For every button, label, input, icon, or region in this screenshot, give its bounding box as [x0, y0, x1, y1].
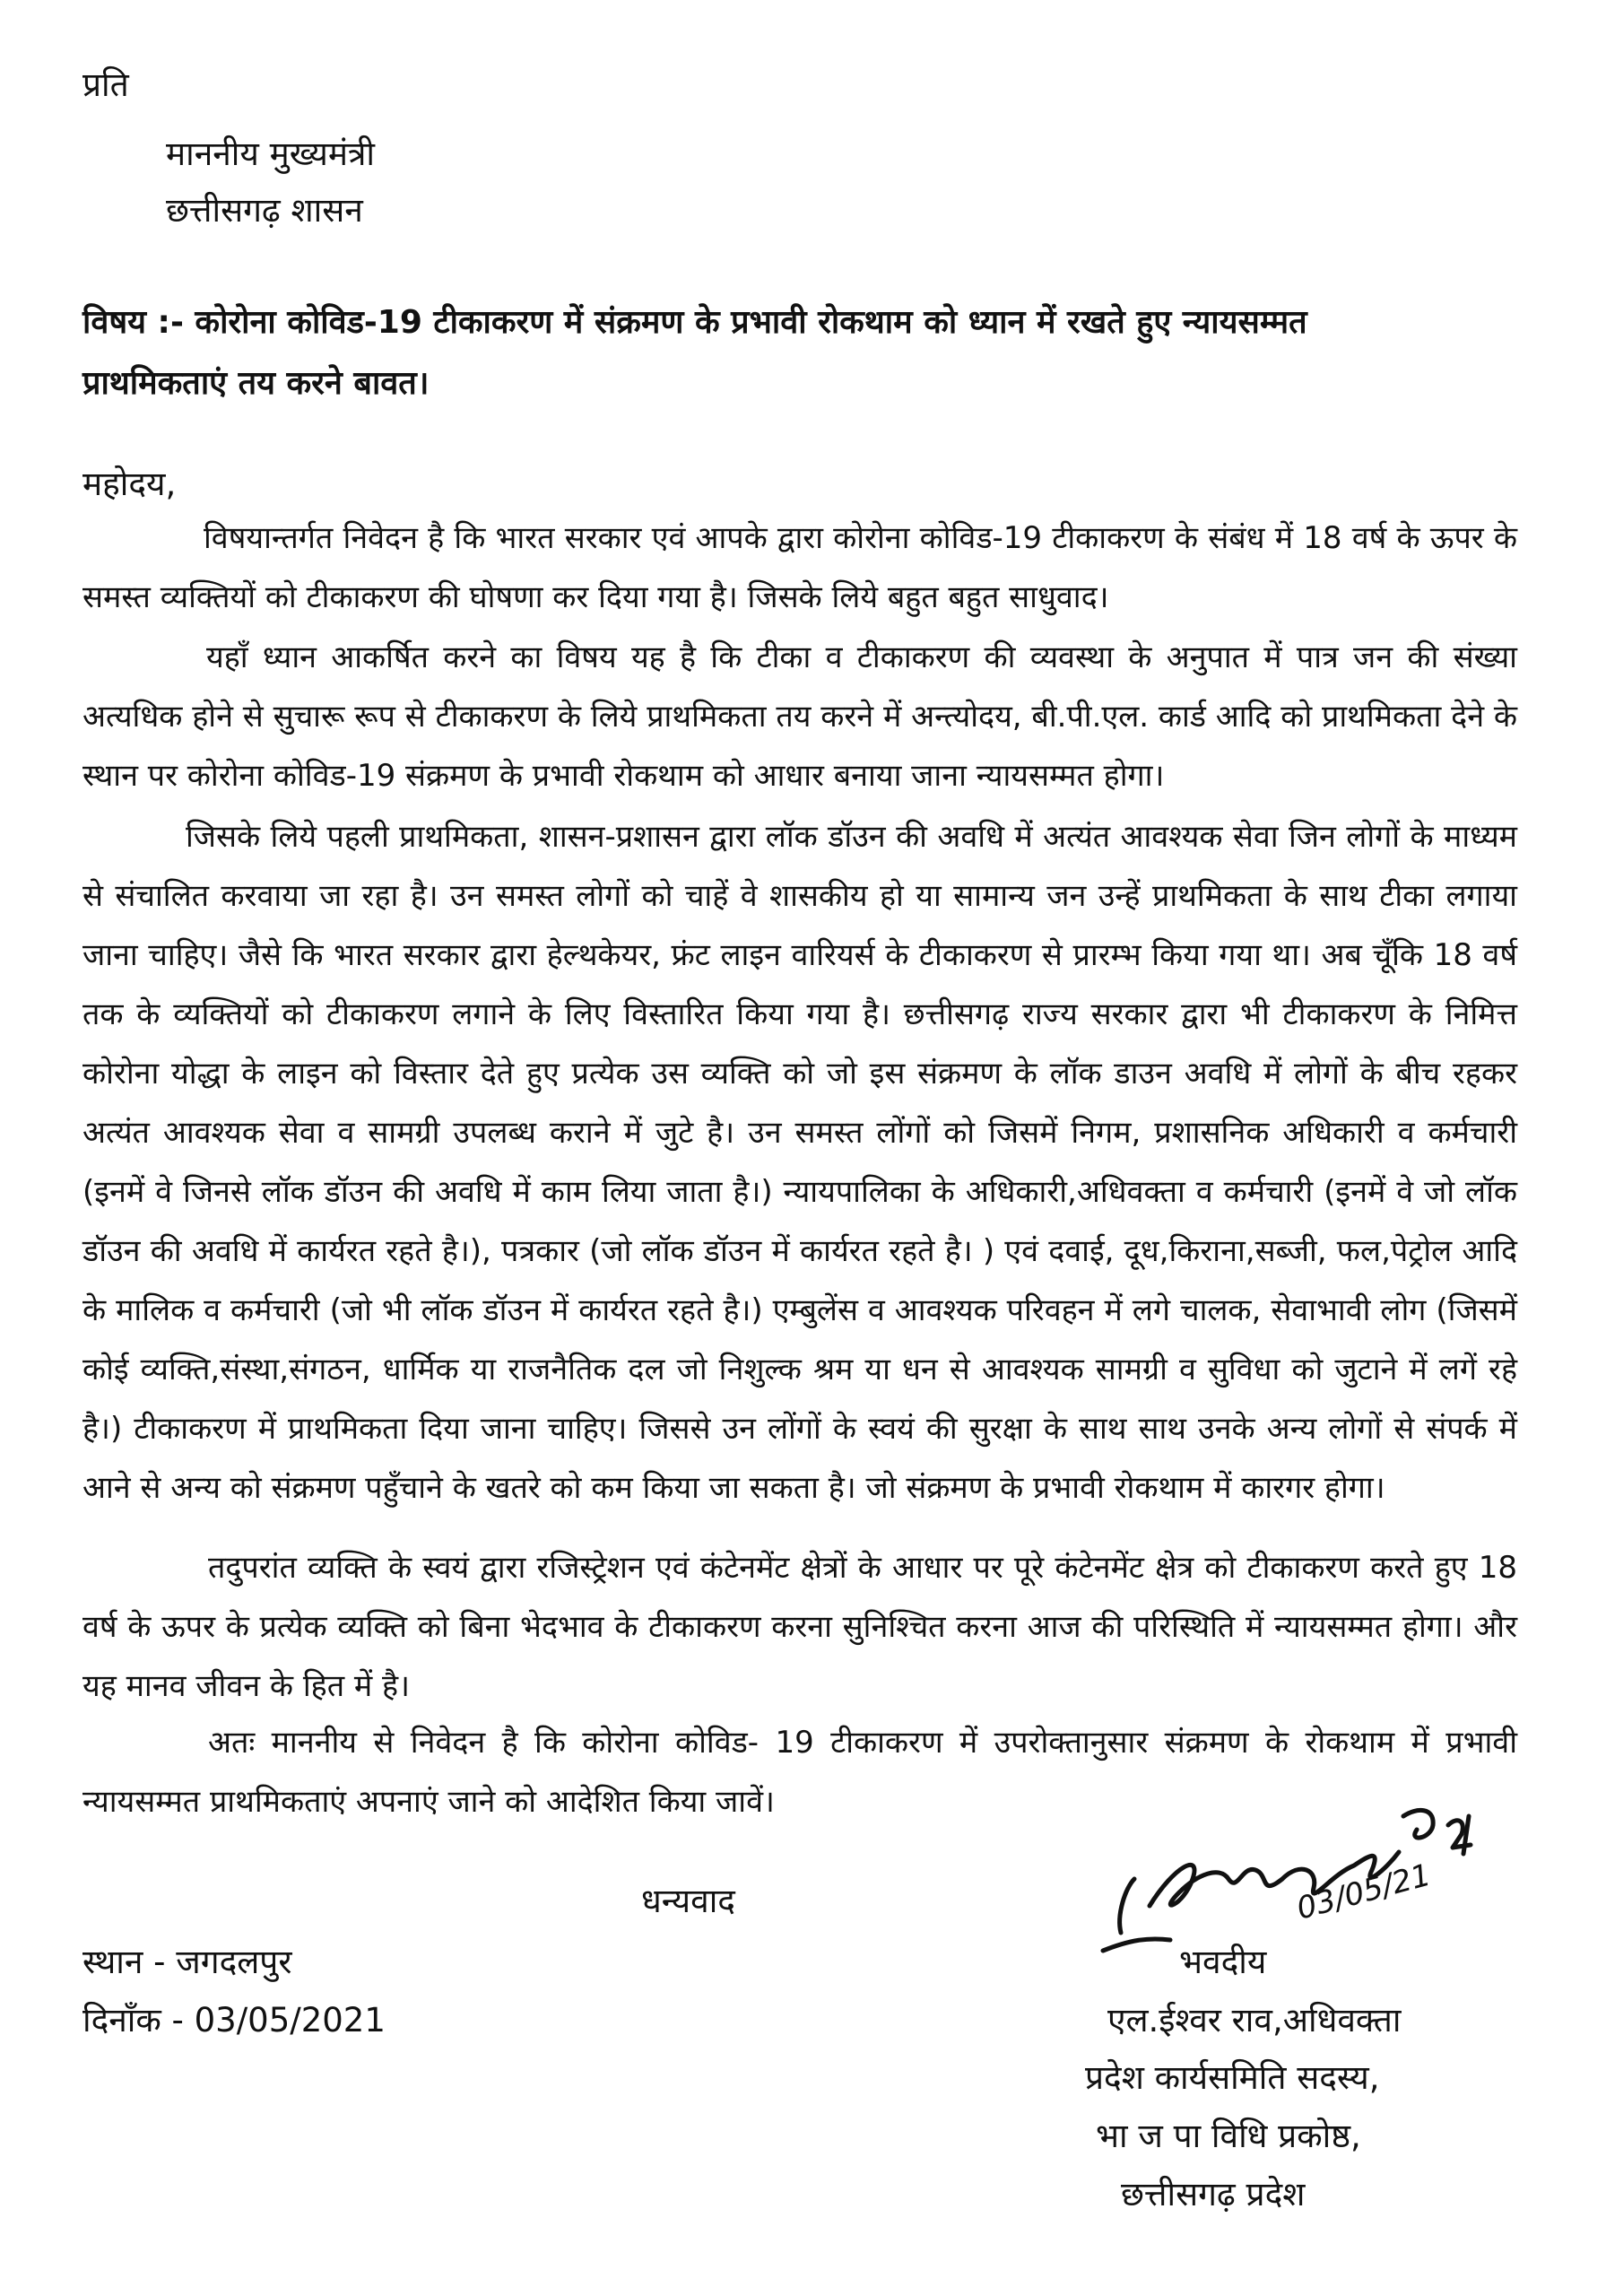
recipient-line2: छत्तीसगढ़ शासन [166, 191, 363, 230]
valediction: भवदीय [1179, 1943, 1267, 1981]
date-line: दिनाँक - 03/05/2021 [82, 2001, 386, 2039]
recipient-line1: माननीय मुख्यमंत्री [166, 135, 375, 173]
signatory-name: एल.ईश्वर राव,अधिवक्ता [1107, 2001, 1402, 2039]
body-paragraph-3: जिसके लिये पहली प्राथमिकता, शासन-प्रशासन द्वारा लॉक डॉउन की अवधि में अत्यंत आवश्यक सेवा जिन लोगों के माध्यम से संचालित करवाया जा रहा है। उन समस्त लोगों को चाहें वे शासकीय हो या सामान्य जन उन्हें प्राथमिकता के साथ टीका लगाया जाना चाहिए। जैसे कि भारत सरकार द्वारा हेल्थकेयर, फ्रंट लाइन वारियर्स के टीकाकरण से प्रारम्भ किया गया था। अब चूँकि 18 वर्ष तक के व्यक्तियों को टीकाकरण लगाने के लिए विस्तारित किया गया है। छत्तीसगढ़ राज्य सरकार द्वारा भी टीकाकरण के निमित्त कोरोना योद्धा के लाइन को विस्तार देते हुए प्रत्येक उस व्यक्ति को जो इस संक्रमण के लॉक डाउन अवधि में लोगों के बीच रहकर अत्यंत आवश्यक सेवा व सामग्री उपलब्ध कराने में जुटे है। उन समस्त लोंगों को जिसमें निगम, प्रशासनिक अधिकारी व कर्मचारी (इनमें वे जिनसे लॉक डॉउन की अवधि में काम लिया जाता है।) न्यायपालिका के अधिकारी,अधिवक्ता व कर्मचारी (इनमें वे जो लॉक डॉउन की अवधि में कार्यरत रहते है।), पत्रकार (जो लॉक डॉउन में कार्यरत रहते है। ) एवं दवाई, दूध,किराना,सब्जी, फल,पेट्रोल आदि के मालिक व कर्मचारी (जो भी लॉक डॉउन में कार्यरत रहते है।) एम्बुलेंस व आवश्यक परिवहन में लगे चालक, सेवाभावी लोग (जिसमें कोई व्यक्ति,संस्था,संगठन, धार्मिक या राजनैतिक दल जो निशुल्क श्रम या धन से आवश्यक सामग्री व सुविधा को जुटाने में लगें रहे है।) टीकाकरण में प्राथमिकता दिया जाना चाहिए। जिससे उन लोंगों के स्वयं की सुरक्षा के साथ साथ उनके अन्य लोगों से संपर्क में आने से अन्य को संक्रमण पहुँचाने के खतरे को कम किया जा सकता है। जो संक्रमण के प्रभावी रोकथाम में कारगर होगा। [82, 819, 1517, 1506]
closing-thanks: धन्यवाद [641, 1882, 735, 1920]
recipient-prefix: प्रति [82, 65, 129, 104]
subject-line2: प्राथमिकताएं तय करने बावत। [82, 365, 430, 402]
body-paragraph-2: यहाँ ध्यान आकर्षित करने का विषय यह है कि टीका व टीकाकरण की व्यवस्था के अनुपात में पात्र जन की संख्या अत्यधिक होने से सुचारू रूप से टीकाकरण के लिये प्राथमिकता तय करने में अन्त्योदय, बी.पी.एल. कार्ड आदि को प्राथमिकता देने के स्थान पर कोरोना कोविड-19 संक्रमण के प्रभावी रोकथाम को आधार बनाया जाना न्यायसम्मत होगा। [82, 639, 1517, 794]
salutation: महोदय, [82, 465, 177, 503]
place-line: स्थान - जगदलपुर [82, 1943, 292, 1981]
body-paragraph-4: तदुपरांत व्यक्ति के स्वयं द्वारा रजिस्ट्रेशन एवं कंटेनमेंट क्षेत्रों के आधार पर पूरे कंटेनमेंट क्षेत्र को टीकाकरण करते हुए 18 वर्ष के ऊपर के प्रत्येक व्यक्ति को बिना भेदभाव के टीकाकरण करना सुनिश्चित करना आज की परिस्थिति में न्यायसम्मत होगा। और यह मानव जीवन के हित में है। [82, 1550, 1517, 1704]
handwritten-signature [1094, 1780, 1489, 1969]
subject-line1: विषय :- कोरोना कोविड-19 टीकाकरण में संक्रमण के प्रभावी रोकथाम को ध्यान में रखते हुए न्यायसम्मत [82, 304, 1307, 341]
signatory-title-2: भा ज पा विधि प्रकोष्ठ, [1096, 2117, 1361, 2155]
body-paragraph-1: विषयान्तर्गत निवेदन है कि भारत सरकार एवं आपके द्वारा कोरोना कोविड-19 टीकाकरण के संबंध में 18 वर्ष के ऊपर के समस्त व्यक्तियों को टीकाकरण की घोषणा कर दिया गया है। जिसके लिये बहुत बहुत साधुवाद। [82, 520, 1517, 615]
handwritten-date: 03/05/21 [1292, 1857, 1435, 1927]
body-paragraph-5: अतः माननीय से निवेदन है कि कोरोना कोविड- 19 टीकाकरण में उपरोक्तानुसार संक्रमण के रोकथाम में प्रभावी न्यायसम्मत प्राथमिकताएं अपनाएं जाने को आदेशित किया जावें। [82, 1725, 1517, 1820]
signatory-title-1: प्रदेश कार्यसमिति सदस्य, [1085, 2058, 1380, 2097]
signatory-title-3: छत्तीसगढ़ प्रदेश [1121, 2175, 1306, 2213]
